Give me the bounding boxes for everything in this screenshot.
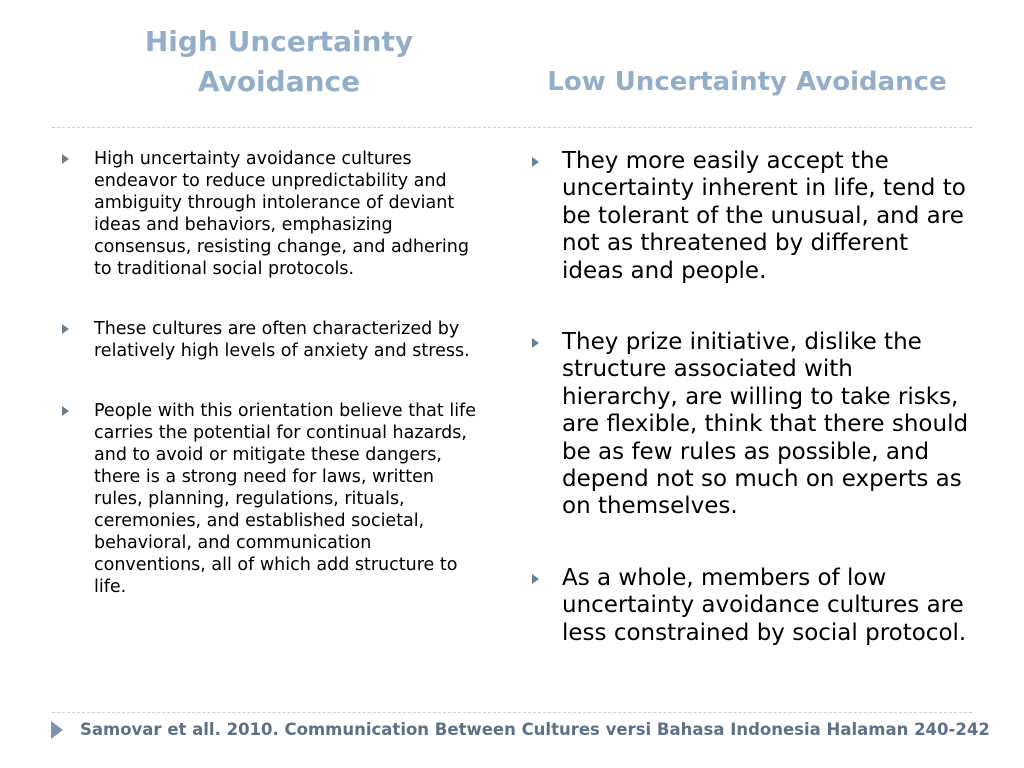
left-bullet-2 (62, 318, 482, 362)
heading-high-uncertainty-avoidance (120, 22, 438, 102)
left-bullet-3-text: People with this orientation believe that life carries the potential for continual hazards, and to avoid or mitigate these dangers, there is a strong need for laws, written rules, planning, regulations, rituals, ceremonies, and established societal, behavioral, and communication conventions, all of which add structure to life. (94, 401, 476, 597)
right-bullet-1-text: They more easily accept the uncertainty inherent in life, tend to be tolerant of the unusual, and are not as threatened by different ideas and people. (562, 148, 966, 284)
heading-low-uncertainty-avoidance: Low Uncertainty Avoidance (547, 67, 947, 97)
left-bullet-3 (62, 400, 482, 598)
left-bullet-2-text: These cultures are often characterized by relatively high levels of anxiety and stress. (94, 319, 470, 361)
footer-arrow-icon (51, 721, 63, 739)
right-bullet-3-text: As a whole, members of low uncertainty avoidance cultures are less constrained by social protocol. (562, 564, 967, 646)
bullet-arrow-icon (62, 324, 69, 334)
right-column-bullets (530, 148, 970, 647)
right-bullet-3 (530, 565, 970, 647)
bottom-divider (52, 712, 972, 713)
right-bullet-2 (530, 329, 970, 521)
right-bullet-1 (530, 148, 970, 285)
heading-left-line1: High Uncertainty (144, 25, 414, 58)
footer-citation: Samovar et all. 2010. Communication Between Cultures versi Bahasa Indonesia Halaman 240-242 (80, 720, 990, 739)
bullet-arrow-icon (62, 154, 69, 164)
heading-left-line2: Avoidance (197, 65, 361, 98)
bullet-arrow-icon (62, 406, 69, 416)
bullet-arrow-icon (532, 574, 539, 584)
left-column-bullets (62, 148, 482, 598)
right-bullet-2-text: They prize initiative, dislike the structure associated with hierarchy, are willing to take risks, are flexible, think that there should be as few rules as possible, and depend not so much on experts as on themselves. (562, 329, 969, 520)
bullet-arrow-icon (532, 157, 539, 167)
top-divider (52, 127, 972, 128)
bullet-arrow-icon (532, 338, 539, 348)
left-bullet-1 (62, 148, 482, 280)
left-bullet-1-text: High uncertainty avoidance cultures endeavor to reduce unpredictability and ambiguity through intolerance of deviant ideas and behaviors, emphasizing consensus, resisting change, and adhering to traditional social protocols. (94, 149, 469, 279)
